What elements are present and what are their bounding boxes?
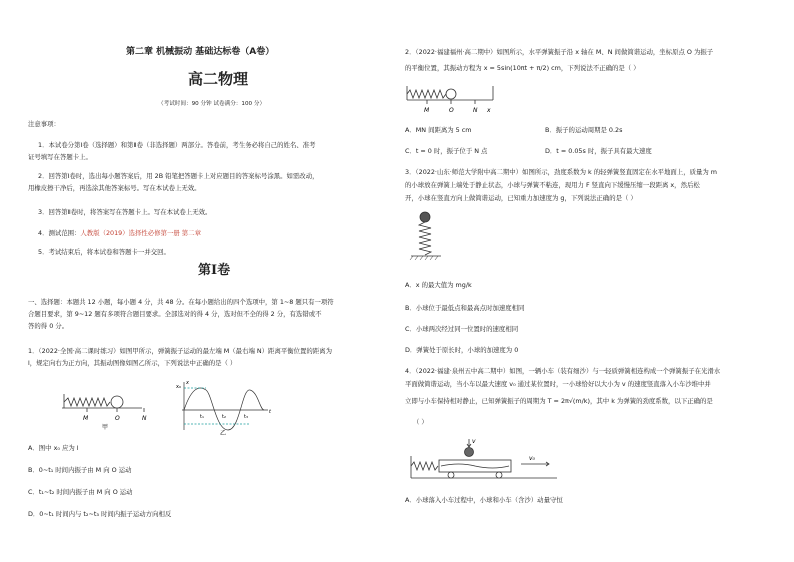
q1-option-c: C．t₁~t₂ 时间内振子由 M 向 O 运动 (28, 488, 133, 496)
fig-label-O: O (115, 415, 120, 422)
q1-line-1: 1．（2022·全国·高二课时练习）如图甲所示，弹簧振子运动的最左端 M（最右端 N）距离平衡位置的距离为 (28, 347, 332, 355)
q3-option-d: D．弹簧处于原长时，小球的加速度为 0 (405, 346, 519, 354)
exam-info: （考试时间：90 分钟 试卷满分：100 分） (158, 101, 266, 107)
wheel-right (496, 472, 502, 478)
q2-label-O: O (449, 107, 454, 114)
q4-figure (409, 436, 559, 486)
q2-option-a: A．MN 间距离为 5 cm (405, 126, 472, 134)
fig-label-yi: 乙 (220, 430, 227, 436)
fig-label-x0: x₀ (176, 384, 181, 390)
q1-option-d: D．0~t₁ 时间内与 t₂~t₃ 时间内振子运动方向相反 (28, 510, 172, 518)
q1-ball (111, 396, 123, 408)
wheel-left (448, 472, 454, 478)
spring-coil (64, 398, 110, 406)
q4-line-1: 4．（2022·福建·泉州五中高二期中）如图，一辆小车（装有细沙）与一轻质弹簧相连构成一个弹簧振子在光滑水 (405, 367, 721, 375)
q3-figure (409, 210, 445, 266)
note-scope-value: 人教版（2019）选择性必修第一册 第二章 (80, 229, 201, 237)
q2-option-d: D．t = 0.05s 时，振子具有最大速度 (545, 147, 652, 155)
section-title: 第Ⅰ卷 (198, 263, 231, 278)
note-scope-prefix: 4．测试范围： (38, 229, 81, 237)
fig-label-N: N (142, 415, 147, 422)
notes-heading: 注意事项： (28, 120, 60, 128)
q4-label-v0: v₀ (529, 455, 535, 462)
spring-coil (407, 90, 446, 98)
q2-label-M: M (424, 107, 430, 114)
q3-line-2: 的小球放在弹簧上端处于静止状态，小球与弹簧不粘连，现用力 F 竖直向下缓慢压缩一段距离 x，然后松 (405, 181, 700, 189)
q1-figure-jia (62, 392, 162, 430)
q3-option-a: A．x 的最大值为 mg/k (405, 281, 472, 289)
q4-option-a: A．小球落入小车过程中，小球和小车（含沙）动量守恒 (405, 496, 563, 504)
q2-figure (405, 84, 501, 116)
fig-label-t3: t₃ (244, 414, 248, 420)
q1-line-2: l，规定向右为正方向，其振动图像如图乙所示，下列说法中正确的是（ ） (28, 359, 237, 367)
q3-line-1: 3．（2022·山东·师范大学附中高二期中）如图所示，劲度系数为 k 的轻弹簧竖直固定在水平地面上，质量为 m (405, 168, 718, 176)
fig-label-t2: t₂ (222, 414, 226, 420)
spring-coil (411, 462, 438, 470)
note-line-5: 3．回答第Ⅱ卷时，将答案写在答题卡上。写在本试卷上无效。 (38, 208, 212, 216)
q2-line-2: 的平衡位置，其振动方程为 x = 5sin(10πt + π/2) cm，下列说法不正确的是（ ） (405, 64, 640, 72)
note-line-1: 1．本试卷分第Ⅰ卷（选择题）和第Ⅱ卷（非选择题）两部分。答卷前，考生务必将自己的姓名、准考 (38, 141, 316, 149)
fig-label-M: M (83, 415, 89, 422)
chapter-title: 第二章 机械振动 基础达标卷（A卷） (126, 47, 275, 57)
q2-option-c: C．t = 0 时，振子位于 N 点 (405, 147, 488, 155)
q4-ball (465, 448, 474, 457)
q3-ball (420, 212, 430, 222)
q4-line-3: 立即与小车保持相对静止，已知弹簧振子的周期为 T = 2π√(m/k)，其中 k 为弹簧的劲度系数，以下正确的是 (405, 397, 713, 405)
q4-line-4: （ ） (413, 418, 428, 426)
q3-option-c: C．小球两次经过同一位置时的速度相同 (405, 325, 519, 333)
q1-option-b: B．0~t₁ 时间内振子由 M 向 O 运动 (28, 466, 132, 474)
note-line-3: 2．回答第Ⅰ卷时，选出每小题答案后，用 2B 铅笔把答题卡上对应题目的答案标号涂黑。如需改动， (38, 172, 319, 180)
q2-line-1: 2．（2022·福建福州·高二期中）如图所示，水平弹簧振子沿 x 轴在 M、N 间做简谐运动，坐标原点 O 为振子 (405, 48, 714, 56)
note-line-6: 5．考试结束后，将本试卷和答题卡一并交回。 (38, 248, 170, 256)
q2-label-x: x (487, 107, 491, 114)
part1-line-2: 合题目要求，第 9~12 题有多项符合题目要求。全部选对的得 4 分，选对但不全的得 2 分，有选错或不 (28, 310, 322, 318)
q2-option-b: B．振子的运动周期是 0.2s (545, 126, 623, 134)
note-scope (38, 229, 201, 238)
q3-option-b: B．小球位于最低点和最高点时加速度相同 (405, 304, 525, 312)
vertical-spring (419, 222, 431, 255)
fig-label-t: t (269, 409, 271, 415)
fig-label-t1: t₁ (200, 414, 204, 420)
part1-line-3: 答的得 0 分。 (28, 322, 69, 330)
note-line-2: 证号填写在答题卡上。 (28, 153, 92, 161)
q1-option-a: A．图中 x₀ 应为 l (28, 444, 79, 452)
q2-label-N: N (473, 107, 478, 114)
part1-line-1: 一、选择题：本题共 12 小题，每小题 4 分，共 48 分。在每小题给出的四个选项中，第 1~8 题只有一项符 (28, 298, 334, 306)
q2-ball (446, 89, 456, 99)
subject-title: 高二物理 (188, 70, 249, 88)
note-line-4: 用橡皮擦干净后，再选涂其他答案标号。写在本试卷上无效。 (28, 184, 201, 192)
q1-figure-yi (176, 380, 276, 436)
fig-label-jia: 甲 (102, 424, 109, 430)
q4-line-2: 平面做简谐运动，当小车以最大速度 v₀ 通过某位置时，一小球恰好以大小为 v 的速度竖直落入小车沙堆中并 (405, 380, 711, 388)
fig-label-x: x (186, 380, 189, 386)
q4-label-v: v (472, 438, 476, 445)
q3-line-3: 开，小球在竖直方向上做简谐运动，已知重力加速度为 g，下列说法正确的是（ ） (405, 194, 637, 202)
